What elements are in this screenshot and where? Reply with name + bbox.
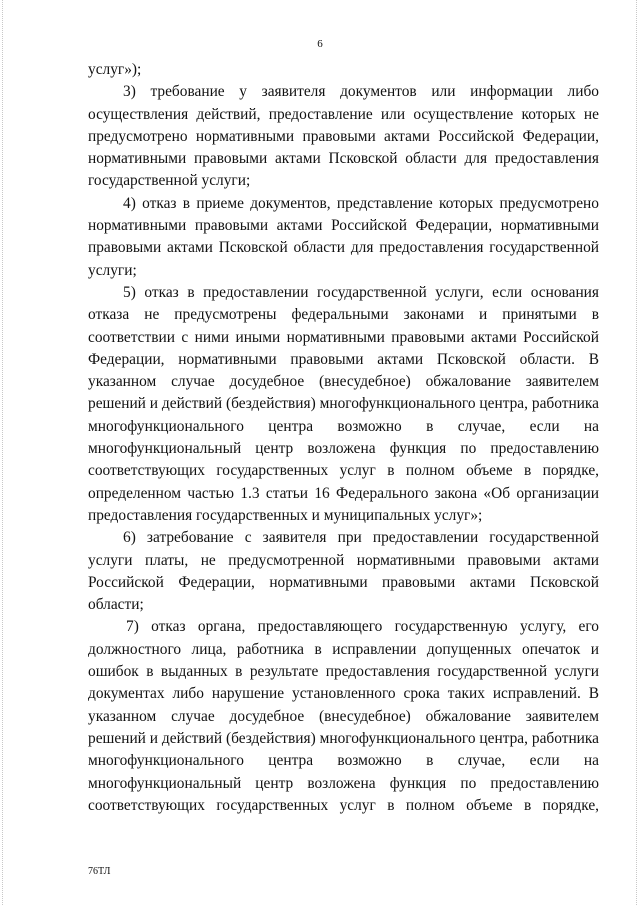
paragraph-item-4: 4) отказ в приеме документов, представление которых предусмотрено нормативными правовыми актами Российской Федерации, нормативными правовыми актами Псковской области для предоставления государственной услуги;	[88, 194, 599, 279]
paragraph-item-6: 6) затребование с заявителя при предоставлении государственной услуги платы, не предусмотренной нормативными правовыми актами Российской Федерации, нормативными правовыми актами Псковской области;	[88, 529, 599, 614]
scan-edge-right	[636, 0, 638, 905]
page-number: 6	[317, 38, 323, 50]
paragraph-item-7: 7) отказ органа, предоставляющего государственную услугу, его должностного лица, работника в исправлении допущенных опечаток и ошибок в выданных в результате предоставления государственной услуги документах либо нарушение установленного срока таких исправлений. В указанном случае досудебное (внесудебное) обжалование заявителем решений и действий (бездействия) многофункционального центра, работника многофункционального центра возможно в случае, если на многофункциональный центр возложена функция по предоставлению соответствующих государственных услуг в полном объеме в порядке,	[88, 618, 599, 814]
paragraph-item-3: 3) требование у заявителя документов или информации либо осуществления действий, предоставление или осуществление которых не предусмотрено нормативными правовыми актами Российской Федерации, нормативными правовыми актами Псковской области для предоставления государственной услуги;	[88, 83, 599, 190]
scan-edge-left	[2, 0, 4, 905]
paragraph-continuation: услуг»);	[88, 61, 142, 78]
paragraph-item-5: 5) отказ в предоставлении государственной услуги, если основания отказа не предусмотрены федеральными законами и принятыми в соответствии с ними иными нормативными правовыми актами Российской Федерации, нормативными правовыми актами Псковской области. В указанном случае досудебное (внесудебное) обжалование заявителем решений и действий (бездействия) многофункционального центра, работника многофункционального центра возможно в случае, если на многофункциональный центр возложена функция по предоставлению соответствующих государственных услуг в полном объеме в порядке, определенном частью 1.3 статьи 16 Федерального закона «Об организации предоставления государственных и муниципальных услуг»;	[88, 283, 599, 524]
footer-document-code: 76ТЛ	[88, 866, 111, 877]
document-body	[88, 59, 599, 817]
